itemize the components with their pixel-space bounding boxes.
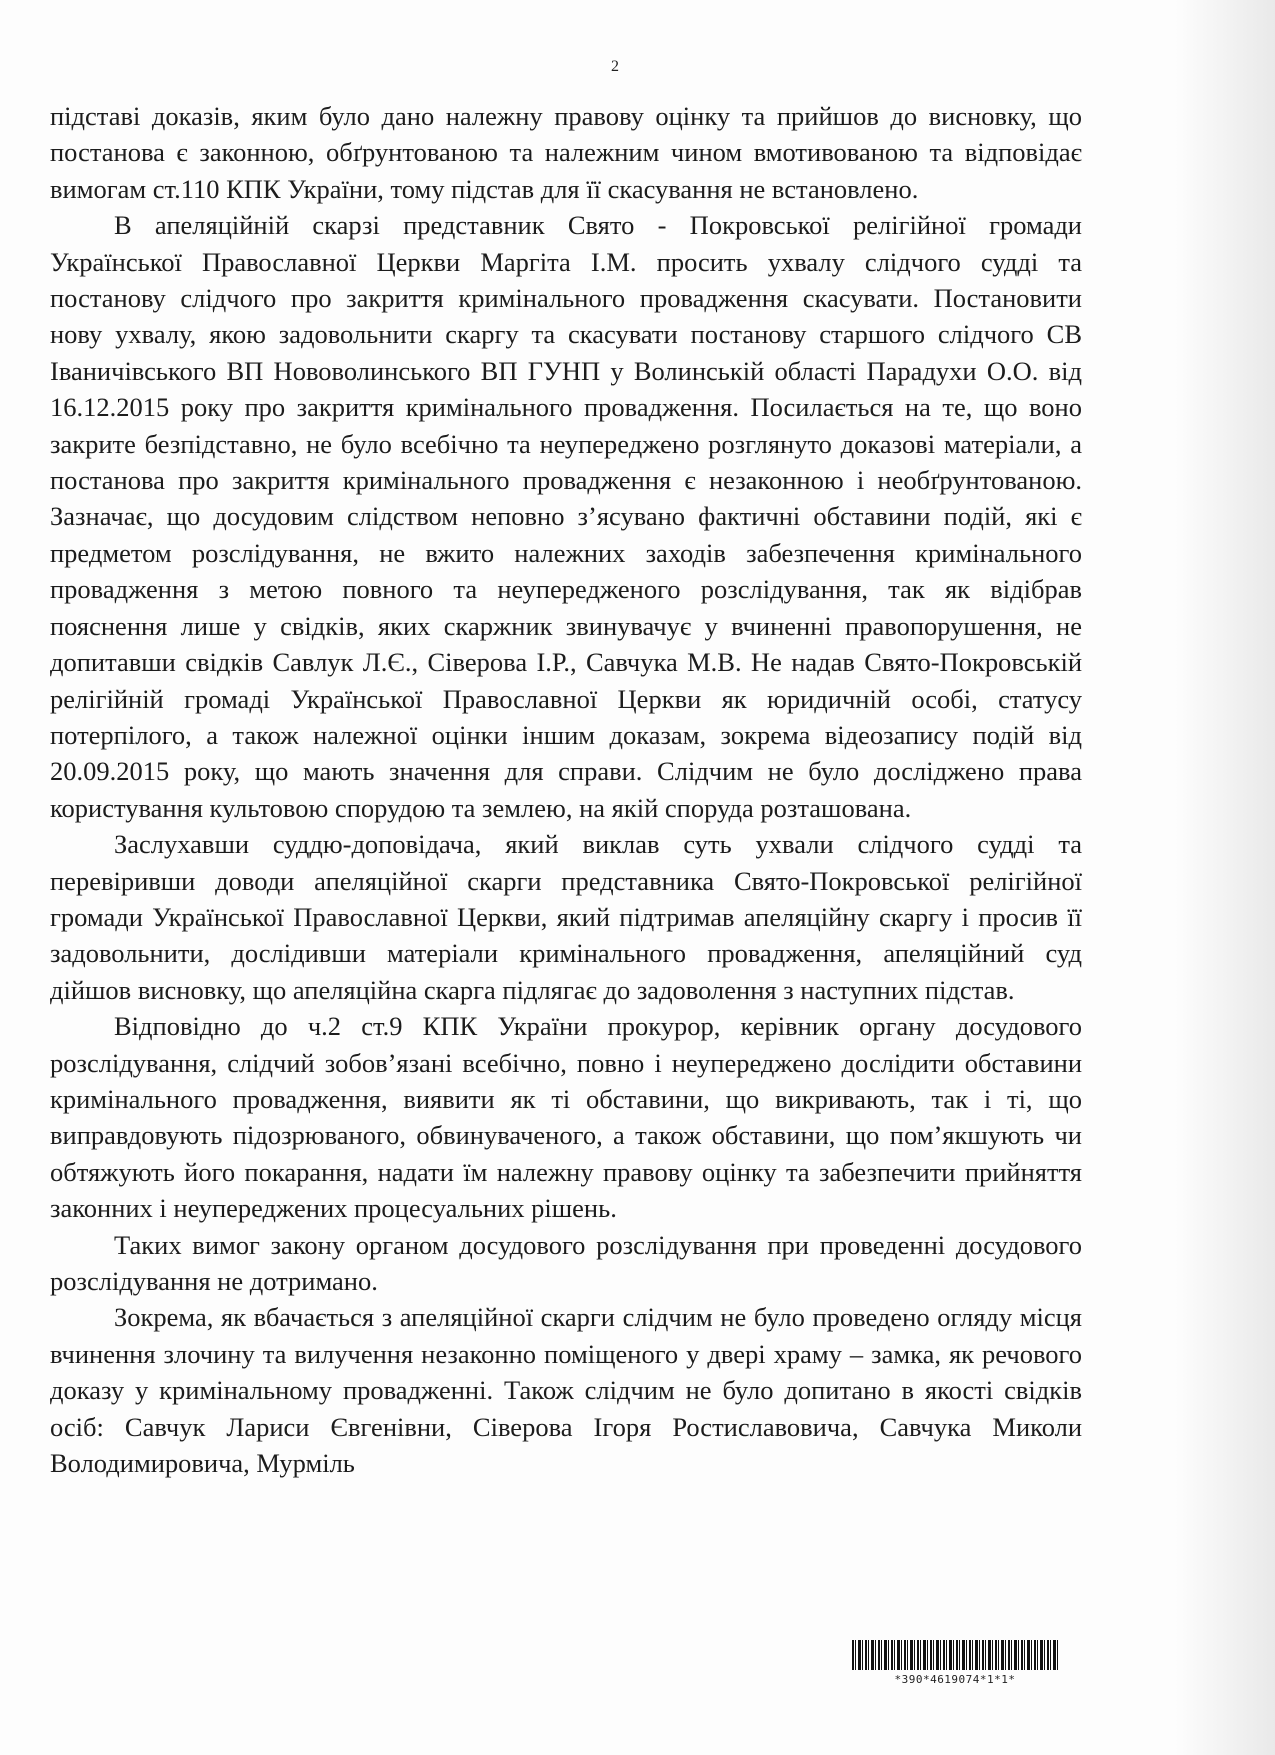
paragraph-1: підставі доказів, яким було дано належну правову оцінку та прийшов до висновку, що постанова є законною, обґрунтованою та належним чином вмотивованою та відповідає вимогам ст.110 КПК України, тому підстав для її скасування не встановлено. <box>50 101 1082 204</box>
paragraph-5: Таких вимог закону органом досудового розслідування при проведенні досудового розслідування не дотримано. <box>50 1229 1082 1296</box>
barcode-number: *390*4619074*1*1* <box>894 1673 1016 1686</box>
paragraph-2: В апеляційній скарзі представник Свято - Покровської релігійної громади Української Православної Церкви Маргіта І.М. просить ухвалу слідчого судді та постанову слідчого про закриття кримінального провадження скасувати. Постановити нову ухвалу, якою задовольнити скаргу та скасувати постанову старшого слідчого СВ Іваничівського ВП Нововолинського ВП ГУНП у Волинській області Парадухи О.О. від 16.12.2015 року про закриття кримінального провадження. Посилається на те, що воно закрите безпідставно, не було всебічно та неупереджено розглянуто доказові матеріали, а постанова про закриття кримінального провадження є незаконною і необґрунтованою. Зазначає, що досудовим слідством неповно з’ясувано фактичні обставини подій, які є предметом розслідування, не вжито належних заходів забезпечення кримінального провадження з метою повного та неупередженого розслідування, так як відібрав пояснення лише у свідків, яких скаржник звинувачує у вчиненні правопорушення, не допитавши свідків Савлук Л.Є., Сіверова І.Р., Савчука М.В. Не надав Свято-Покровській релігійній громаді Української Православної Церкви як юридичній особі, статусу потерпілого, а також належної оцінки іншим доказам, зокрема відеозапису подій від 20.09.2015 року, що мають значення для справи. Слідчим не було досліджено права користування культовою спорудою та землею, на якій споруда розташована. <box>50 210 1082 823</box>
paragraph-4: Відповідно до ч.2 ст.9 КПК України прокурор, керівник органу досудового розслідування, слідчий зобов’язані всебічно, повно і неупереджено дослідити обставини кримінального провадження, виявити як ті обставини, що викривають, так і ті, що виправдовують підозрюваного, обвинуваченого, а також обставини, що пом’якшують чи обтяжують його покарання, надати їм належну правову оцінку та забезпечити прийняття законних і неупереджених процесуальних рішень. <box>50 1011 1082 1224</box>
scan-edge-shadow <box>1175 0 1275 1755</box>
document-body <box>50 98 1082 1481</box>
page-number: 2 <box>611 58 619 75</box>
barcode-graphic <box>852 1640 1058 1670</box>
paragraph-3: Заслухавши суддю-доповідача, який виклав суть ухвали слідчого судді та перевіривши доводи апеляційної скарги представника Свято-Покровської релігійної громади Української Православної Церкви, який підтримав апеляційну скаргу і просив її задовольнити, дослідивши матеріали кримінального провадження, апеляційний суд дійшов висновку, що апеляційна скарга підлягає до задоволення з наступних підстав. <box>50 829 1082 1005</box>
paragraph-6: Зокрема, як вбачається з апеляційної скарги слідчим не було проведено огляду місця вчинення злочину та вилучення незаконно поміщеного у двері храму – замка, як речового доказу у кримінальному провадженні. Також слідчим не було допитано в якості свідків осіб: Савчук Лариси Євгенівни, Сіверова Ігоря Ростиславовича, Савчука Миколи Володимировича, Мурміль <box>50 1302 1082 1479</box>
